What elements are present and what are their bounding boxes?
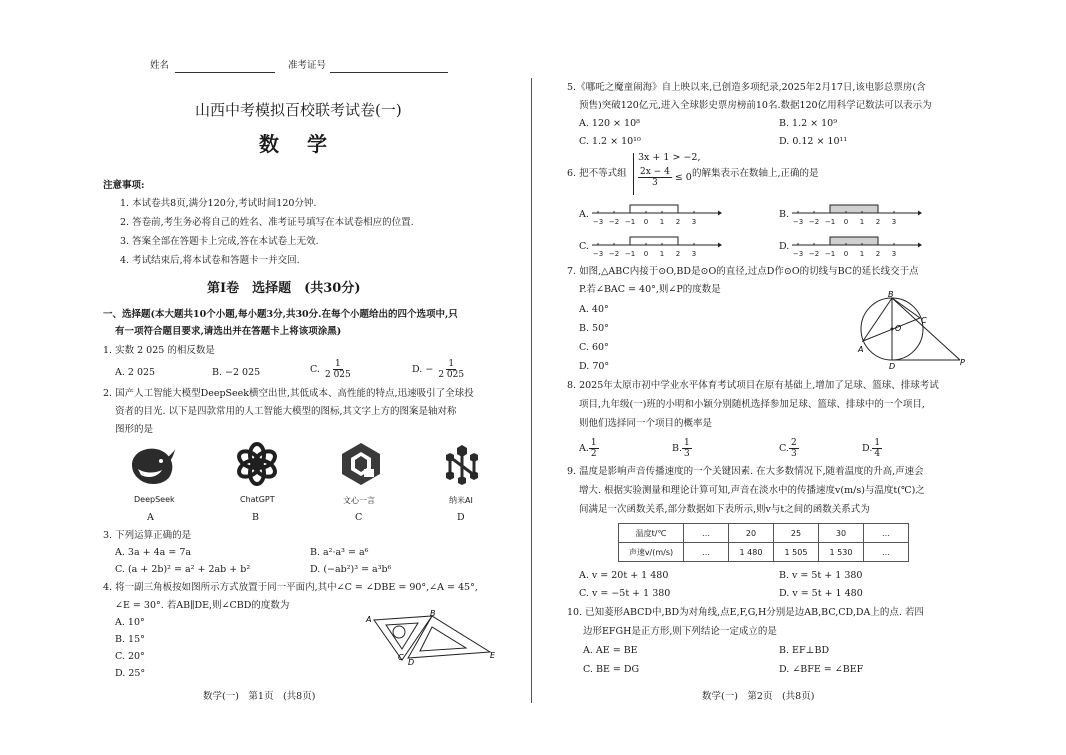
section-instructions: 有一项符合题目要求,请选出并在答题卡上将该项涂黑) [115,326,342,337]
knot-icon [234,441,280,487]
q7-option: C. 60° [579,342,609,353]
q1-option-c: C. $\frac{1}{2 025}$ [310,359,351,380]
fraction: $\frac{2}{3}$ [790,438,797,459]
figure-label: A [858,345,864,354]
fraction: $\frac{1}{4}$ [874,438,881,459]
tick-label: 2 [675,250,681,258]
fraction: $\frac{2x - 4}{3}$ [640,167,670,188]
tick-label: 3 [891,250,897,258]
notice-item: 3. 答案全部在答题卡上完成,答在本试卷上无效. [120,236,319,247]
q5-option-d: D. 0.12 × 10¹¹ [779,136,848,147]
icon-letter: B [252,512,259,523]
tick-label: 0 [643,218,649,226]
q10-option-a: A. AE = BE [583,645,638,656]
q2-stem: 资者的目光. 以下是四款常用的人工智能大模型的图标,其文字上方的图案是轴对称 [115,406,457,417]
table-cell: 30 [819,524,864,543]
icon-caption: 纳米AI [449,496,473,505]
icon-letter: D [457,512,465,523]
icon-letter: C [355,512,363,523]
tick-label: 2 [875,250,881,258]
q1-option-b: B. −2 025 [212,367,261,378]
q9-option-d: D. v = 5t + 1 480 [779,588,863,599]
tick-label: −2 [808,218,820,226]
notice-item: 2. 答卷前,考生务必将自己的姓名、准考证号填写在本试卷相应的位置. [120,217,414,228]
q4-stem: ∠E = 30°. 若AB∥DE,则∠CBD的度数为 [115,600,290,611]
q10-option-c: C. BE = DG [583,664,640,675]
page-divider [531,78,532,703]
q10-option-d: D. ∠BFE = ∠BEF [779,664,864,675]
figure-label: E [490,651,496,660]
solution-region [630,205,678,213]
table-cell: 20 [729,524,774,543]
number-line-arrow [918,211,922,216]
figure-label: D [408,658,415,667]
q1-option-d: D. − $\frac{1}{2 025}$ [412,359,465,380]
q10-stem: 边形EFGH是正方形,则下列结论一定成立的是 [583,626,777,637]
section-title: 第Ⅰ卷 选择题 (共30分) [207,281,361,296]
icon-letter: A [147,512,154,523]
q7-option: A. 40° [579,304,609,315]
icon-caption: ChatGPT [240,495,275,504]
number-line-arrow [718,211,722,216]
tick-label: −3 [792,250,804,258]
page-footer: 数学(一) 第2页 (共8页) [702,691,815,702]
option-letter: D. [779,241,790,252]
notice-item: 1. 本试卷共8页,满分120分,考试时间120分钟. [120,198,317,209]
q10-option-b: B. EF⊥BD [779,645,830,656]
figure-label: B [888,290,894,299]
tick-label: −1 [824,218,836,226]
q8-option-b: B. $\frac{1}{3}$ [672,438,690,459]
table-cell: 1 530 [819,543,864,562]
tick-label: 1 [659,218,665,226]
cube-icon [338,441,384,487]
subject-title: 数 学 [259,132,331,156]
solution-region [830,237,878,245]
figure-label: C [921,316,927,325]
table-cell: 声速v/(m/s) [619,543,684,562]
option-letter: A. [579,209,589,220]
q7-stem: 7. 如图,△ABC内接于⊙O,BD是⊙O的直径,过点D作⊙O的切线与BC的延长线交于点 [567,266,919,277]
exam-title: 山西中考模拟百校联考试卷(一) [195,101,402,119]
table-cell: 1 480 [729,543,774,562]
q7-option: B. 50° [579,323,609,334]
table-cell: 1 505 [774,543,819,562]
data-table [618,523,909,562]
q3-stem: 3. 下列运算正确的是 [103,530,192,541]
q3-option-d: D. (−ab²)³ = a³b⁶ [310,564,392,575]
table-cell: … [864,543,909,562]
q8-stem: 项目,九年级(一)班的小明和小颖分别随机选择参加足球、篮球、排球中的一个项目, [579,399,925,410]
q6-stem-prefix: 6. 把不等式组 [567,168,627,179]
name-blank [175,72,275,73]
q8-option-a: A. $\frac{1}{2}$ [579,438,597,459]
circle-tangent-figure [852,288,972,372]
q2-stem: 2. 国产人工智能大模型DeepSeek横空出世,其低成本、高性能的特点,迅速吸引了全球投 [103,388,474,399]
brace [633,153,634,195]
tick-label: 1 [659,250,665,258]
q6-stem-suffix: 的解集表示在数轴上,正确的是 [692,168,819,179]
option-letter: C. [579,241,589,252]
tick-label: 3 [891,218,897,226]
tick-label: 1 [859,250,865,258]
q4-option: B. 15° [115,634,145,645]
exam-id-label: 准考证号 [288,60,327,71]
tick-label: 2 [875,218,881,226]
q3-option-a: A. 3a + 4a = 7a [115,547,192,558]
table-cell: 温度t/℃ [619,524,684,543]
fraction: $\frac{1}{3}$ [684,438,690,459]
figure-label: A [366,615,372,624]
notice-heading: 注意事项: [103,180,145,191]
fraction: $\frac{1}{2 025}$ [438,359,465,380]
name-label: 姓名 [150,60,170,71]
q3-option-b: B. a²·a³ = a⁶ [310,547,369,558]
tick-label: −1 [624,218,636,226]
tick-label: 0 [843,218,849,226]
q8-stem: 8. 2025年太原市初中学业水平体育考试项目在原有基础上,增加了足球、篮球、排球考试 [567,380,939,391]
number-line-d [792,230,922,260]
icon-caption: DeepSeek [134,495,175,504]
table-cell: … [864,524,909,543]
fraction: $\frac{1}{2}$ [590,438,597,459]
figure-label: O [895,324,902,333]
q8-option-c: C. $\frac{2}{3}$ [779,438,797,459]
tick-label: 3 [691,250,697,258]
tick-label: −3 [792,218,804,226]
figure-label: C [398,653,404,662]
number-line-a [592,198,722,228]
q4-stem: 4. 将一副三角板按如图所示方式放置于同一平面内,其中∠C = ∠DBE = 90°,∠A = 45°, [103,582,478,593]
number-line-c [592,230,722,260]
q5-option-b: B. 1.2 × 10⁹ [779,118,838,129]
q1-stem: 1. 实数 2 025 的相反数是 [103,345,215,356]
fraction: $\frac{1}{2 025}$ [324,359,351,380]
q9-stem: 9. 温度是影响声音传播速度的一个关键因素. 在大多数情况下,随着温度的升高,声速会 [567,466,924,477]
tick-label: −3 [592,218,604,226]
table-cell: … [684,524,729,543]
tick-label: 2 [675,218,681,226]
q9-option-c: C. v = −5t + 1 380 [579,588,671,599]
tick-label: 3 [691,218,697,226]
q9-option-a: A. v = 20t + 1 480 [579,570,669,581]
q5-option-a: A. 120 × 10⁸ [579,118,640,129]
tick-label: −3 [592,250,604,258]
solution-region [830,205,878,213]
tick-label: −1 [824,250,836,258]
notice-item: 4. 考试结束后,将本试卷和答题卡一并交回. [120,255,300,266]
figure-label: P [960,358,965,367]
tick-label: 0 [843,250,849,258]
table-cell: 25 [774,524,819,543]
q5-stem: 5.《哪吒之魔童闹海》自上映以来,已创造多项纪录,2025年2月17日,该电影总票房(含 [567,82,926,93]
option-letter: B. [779,209,790,220]
q9-stem: 增大. 根据实验测量和理论计算可知,声音在淡水中的传播速度v(m/s)与温度t(℃)之 [579,485,925,496]
q4-option: C. 20° [115,651,145,662]
q7-option: D. 70° [579,361,610,372]
q1-option-a: A. 2 025 [115,367,156,378]
number-line-b [792,198,922,228]
tick-label: −2 [808,250,820,258]
icon-caption: 文心一言 [343,496,375,505]
q6-inequality-1: 3x + 1 > −2, [638,152,701,163]
whale-icon [128,443,178,487]
q2-stem: 图形的是 [115,424,154,435]
tick-label: −2 [608,218,620,226]
figure-label: D [889,362,896,371]
tick-label: −1 [624,250,636,258]
q10-stem: 10. 已知菱形ABCD中,BD为对角线,点E,F,G,H分别是边AB,BC,CD,DA上的点. 若四 [567,607,924,618]
q9-stem: 间满足一次函数关系,部分数据如下表所示,则v与t之间的函数关系式为 [579,504,870,515]
q8-option-d: D. $\frac{1}{4}$ [862,438,881,459]
q5-option-c: C. 1.2 × 10¹⁰ [579,136,641,147]
tick-label: 0 [643,250,649,258]
section-instructions: 一、选择题(本大题共10个小题,每小题3分,共30分.在每个小题给出的四个选项中,只 [103,309,458,320]
figure-label: B [430,609,436,618]
table-row [619,543,909,562]
tick-label: 1 [859,218,865,226]
table-cell: … [684,543,729,562]
q9-option-b: B. v = 5t + 1 380 [779,570,863,581]
exam-id-blank [330,72,448,73]
table-row [619,524,909,543]
q7-stem: P.若∠BAC = 40°,则∠P的度数是 [579,284,721,295]
q8-stem: 则他们选择同一个项目的概率是 [579,418,713,429]
number-line-arrow [718,243,722,248]
network-icon [442,443,482,487]
q3-option-c: C. (a + 2b)² = a² + 2ab + b² [115,564,251,575]
page-footer: 数学(一) 第1页 (共8页) [203,691,316,702]
q6-inequality-2: $\frac{2x - 4}{3}$ ≤ 0 [640,167,692,188]
solution-region [630,237,678,245]
triangle-set-figure [362,608,502,670]
number-line-arrow [918,243,922,248]
q4-option: A. 10° [115,617,145,628]
q4-option: D. 25° [115,668,146,679]
q5-stem: 预售)突破120亿元,进入全球影史票房榜前10名.数据120亿用科学记数法可以表示为 [579,100,932,111]
tick-label: −2 [608,250,620,258]
